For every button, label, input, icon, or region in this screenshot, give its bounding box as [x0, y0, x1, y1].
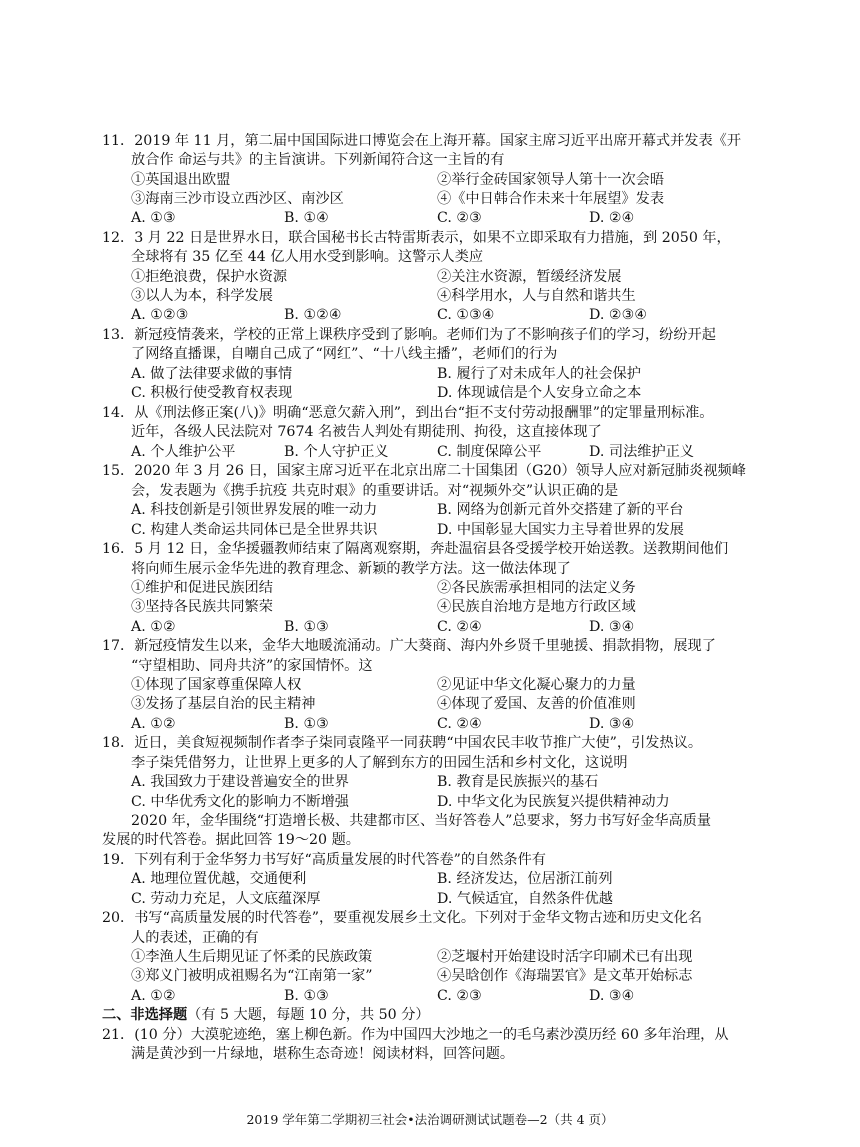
- q13-choice-a: A. 做了法律要求做的事情: [131, 366, 293, 382]
- q20-item-4: ④吴晗创作《海瑞罢官》是文革开始标志: [437, 968, 693, 984]
- q11-item-1: ①英国退出欧盟: [131, 172, 231, 188]
- q11-choice-c: C. ②③: [437, 210, 482, 226]
- q19-line-1: 19．下列有利于金华努力书写好“高质量发展的时代答卷”的自然条件有: [102, 852, 546, 868]
- q14-choice-d: D. 司法维护正义: [589, 444, 695, 460]
- q15-line-1: 15．2020 年 3 月 26 日，国家主席习近平在北京出席二十国集团（G20）领导人应对新冠肺炎视频峰: [102, 463, 746, 479]
- q20-choice-c: C. ②③: [437, 988, 482, 1004]
- q21-line-2: 满是黄沙到一片绿地，堪称生态奇迹！阅读材料，回答问题。: [131, 1046, 515, 1062]
- q12-item-1: ①拒绝浪费，保护水资源: [131, 269, 288, 285]
- q19-choice-a: A. 地理位置优越，交通便利: [131, 871, 307, 887]
- intro-line-2: 发展的时代答卷。据此回答 19～20 题。: [102, 832, 360, 848]
- q20-line-1: 20．书写“高质量发展的时代答卷”，要重视发展乡土文化。下列对于金华文物古迹和历史文化名: [102, 910, 703, 926]
- q14-choice-c: C. 制度保障公平: [437, 444, 542, 460]
- q13-choice-d: D. 体现诚信是个人安身立命之本: [437, 385, 642, 401]
- q18-choice-a: A. 我国致力于建设普遍安全的世界: [131, 774, 349, 790]
- q11-item-2: ②举行金砖国家领导人第十一次会晤: [437, 172, 665, 188]
- q12-item-3: ③以人为本，科学发展: [131, 288, 273, 304]
- q11-item-4: ④《中日韩合作未来十年展望》发表: [437, 191, 665, 207]
- q20-choice-d: D. ③④: [589, 988, 635, 1004]
- q18-choice-c: C. 中华优秀文化的影响力不断增强: [131, 794, 349, 810]
- q17-choice-d: D. ③④: [589, 716, 635, 732]
- q19-choice-b: B. 经济发达，位居浙江前列: [437, 871, 613, 887]
- q16-choice-c: C. ②④: [437, 619, 482, 635]
- q20-choice-b: B. ①③: [284, 988, 329, 1004]
- q17-item-1: ①体现了国家尊重保障人权: [131, 677, 302, 693]
- page-footer: 2019 学年第二学期初三社会•法治调研测试试题卷—2（共 4 页）: [246, 1112, 614, 1127]
- q16-choice-d: D. ③④: [589, 619, 635, 635]
- q20-item-3: ③郑义门被明成祖赐名为“江南第一家”: [131, 968, 373, 984]
- q12-choice-d: D. ②③④: [589, 307, 648, 323]
- q15-choice-b: B. 网络为创新元首外交搭建了新的平台: [437, 502, 684, 518]
- q17-line-2: “守望相助、同舟共济”的家国情怀。这: [131, 658, 373, 674]
- q20-item-1: ①李渔人生后期见证了怀柔的民族政策: [131, 949, 373, 965]
- q19-choice-c: C. 劳动力充足，人文底蕴深厚: [131, 891, 321, 907]
- q16-line-2: 将向师生展示金华先进的教育理念、新颖的教学方法。这一做法体现了: [131, 561, 571, 577]
- section-title: 二、非选择题: [102, 1007, 188, 1023]
- q17-choice-c: C. ②④: [437, 716, 482, 732]
- q12-choice-c: C. ①③④: [437, 307, 495, 323]
- q12-line-1: 12．3 月 22 日是世界水日，联合国秘书长古特雷斯表示，如果不立即采取有力措施，到 2050 年，: [102, 230, 731, 246]
- q12-line-2: 全球将有 35 亿至 44 亿人用水受到影响。这警示人类应: [131, 249, 484, 265]
- q11-choice-a: A. ①③: [131, 210, 176, 226]
- q14-line-2: 近年，各级人民法院对 7674 名被告人判处有期徒刑、拘役，这直接体现了: [131, 424, 602, 440]
- q16-line-1: 16．5 月 12 日，金华援疆教师结束了隔离观察期，奔赴温宿县各受援学校开始送教。送教期间他们: [102, 541, 729, 557]
- q14-line-1: 14．从《刑法修正案(八)》明确“恶意欠薪入刑”，到出台“拒不支付劳动报酬罪”的定罪量刑标准。: [102, 405, 714, 421]
- q16-item-1: ①维护和促进民族团结: [131, 580, 273, 596]
- q12-choice-b: B. ①②④: [284, 307, 342, 323]
- section-heading: [102, 1005, 430, 1025]
- q12-item-4: ④科学用水，人与自然和谐共生: [437, 288, 636, 304]
- q11-choice-b: B. ①④: [284, 210, 329, 226]
- q11-choice-d: D. ②④: [589, 210, 635, 226]
- q13-choice-b: B. 履行了对未成年人的社会保护: [437, 366, 641, 382]
- q19-choice-d: D. 气候适宜，自然条件优越: [437, 891, 613, 907]
- q11-item-3: ③海南三沙市设立西沙区、南沙区: [131, 191, 344, 207]
- q17-item-4: ④体现了爱国、友善的价值准则: [437, 696, 636, 712]
- q16-item-2: ②各民族需承担相同的法定义务: [437, 580, 636, 596]
- q13-choice-c: C. 积极行使受教育权表现: [131, 385, 293, 401]
- q16-choice-b: B. ①③: [284, 619, 329, 635]
- q12-choice-a: A. ①②③: [131, 307, 189, 323]
- q17-line-1: 17．新冠疫情发生以来，金华大地暖流涌动。广大葵商、海内外乡贤千里驰援、捐款捐物，展现了: [102, 638, 716, 654]
- q17-choice-a: A. ①②: [131, 716, 176, 732]
- q17-item-3: ③发扬了基层自治的民主精神: [131, 696, 316, 712]
- q16-item-3: ③坚持各民族共同繁荣: [131, 599, 273, 615]
- q14-choice-a: A. 个人维护公平: [131, 444, 236, 460]
- q18-line-1: 18．近日，美食短视频制作者李子柒同袁隆平一同获聘“中国农民丰收节推广大使”，引发热议。: [102, 735, 703, 751]
- q15-choice-a: A. 科技创新是引领世界发展的唯一动力: [131, 502, 378, 518]
- q12-item-2: ②关注水资源，暂缓经济发展: [437, 269, 622, 285]
- q15-line-2: 会，发表题为《携手抗疫 共克时艰》的重要讲话。对“视频外交”认识正确的是: [131, 483, 619, 499]
- q11-line-1: 11．2019 年 11 月，第二届中国国际进口博览会在上海开幕。国家主席习近平出席开幕式并发表《开: [102, 133, 742, 149]
- q20-line-2: 人的表述，正确的有: [131, 930, 259, 946]
- q18-choice-d: D. 中华文化为民族复兴提供精神动力: [437, 794, 670, 810]
- q13-line-1: 13．新冠疫情袭来，学校的正常上课秩序受到了影响。老师们为了不影响孩子们的学习，纷纷开起: [102, 327, 716, 343]
- q11-line-2: 放合作 命运与共》的主旨演讲。下列新闻符合这一主旨的有: [131, 152, 505, 168]
- section-note: （有 5 大题，每题 10 分，共 50 分）: [187, 1007, 430, 1023]
- q21-line-1: 21．(10 分）大漠驼迹绝，塞上柳色新。作为中国四大沙地之一的毛乌素沙漠历经 60 多年治理，从: [102, 1027, 729, 1043]
- q17-choice-b: B. ①③: [284, 716, 329, 732]
- q18-line-2: 李子柒凭借努力，让世界上更多的人了解到东方的田园生活和乡村文化，这说明: [131, 755, 628, 771]
- q15-choice-c: C. 构建人类命运共同体已是全世界共识: [131, 522, 378, 538]
- intro-line-1: 2020 年，金华围绕“打造增长极、共建都市区、当好答卷人”总要求，努力书写好金华高质量: [131, 813, 712, 829]
- q15-choice-d: D. 中国彰显大国实力主导着世界的发展: [437, 522, 684, 538]
- q14-choice-b: B. 个人守护正义: [284, 444, 389, 460]
- q20-item-2: ②芝堰村开始建设时活字印刷术已有出现: [437, 949, 693, 965]
- q20-choice-a: A. ①②: [131, 988, 176, 1004]
- q18-choice-b: B. 教育是民族振兴的基石: [437, 774, 599, 790]
- q13-line-2: 了网络直播课，自嘲自己成了“网红”、“十八线主播”，老师们的行为: [131, 346, 558, 362]
- q16-item-4: ④民族自治地方是地方行政区域: [437, 599, 636, 615]
- q16-choice-a: A. ①②: [131, 619, 176, 635]
- q17-item-2: ②见证中华文化凝心聚力的力量: [437, 677, 636, 693]
